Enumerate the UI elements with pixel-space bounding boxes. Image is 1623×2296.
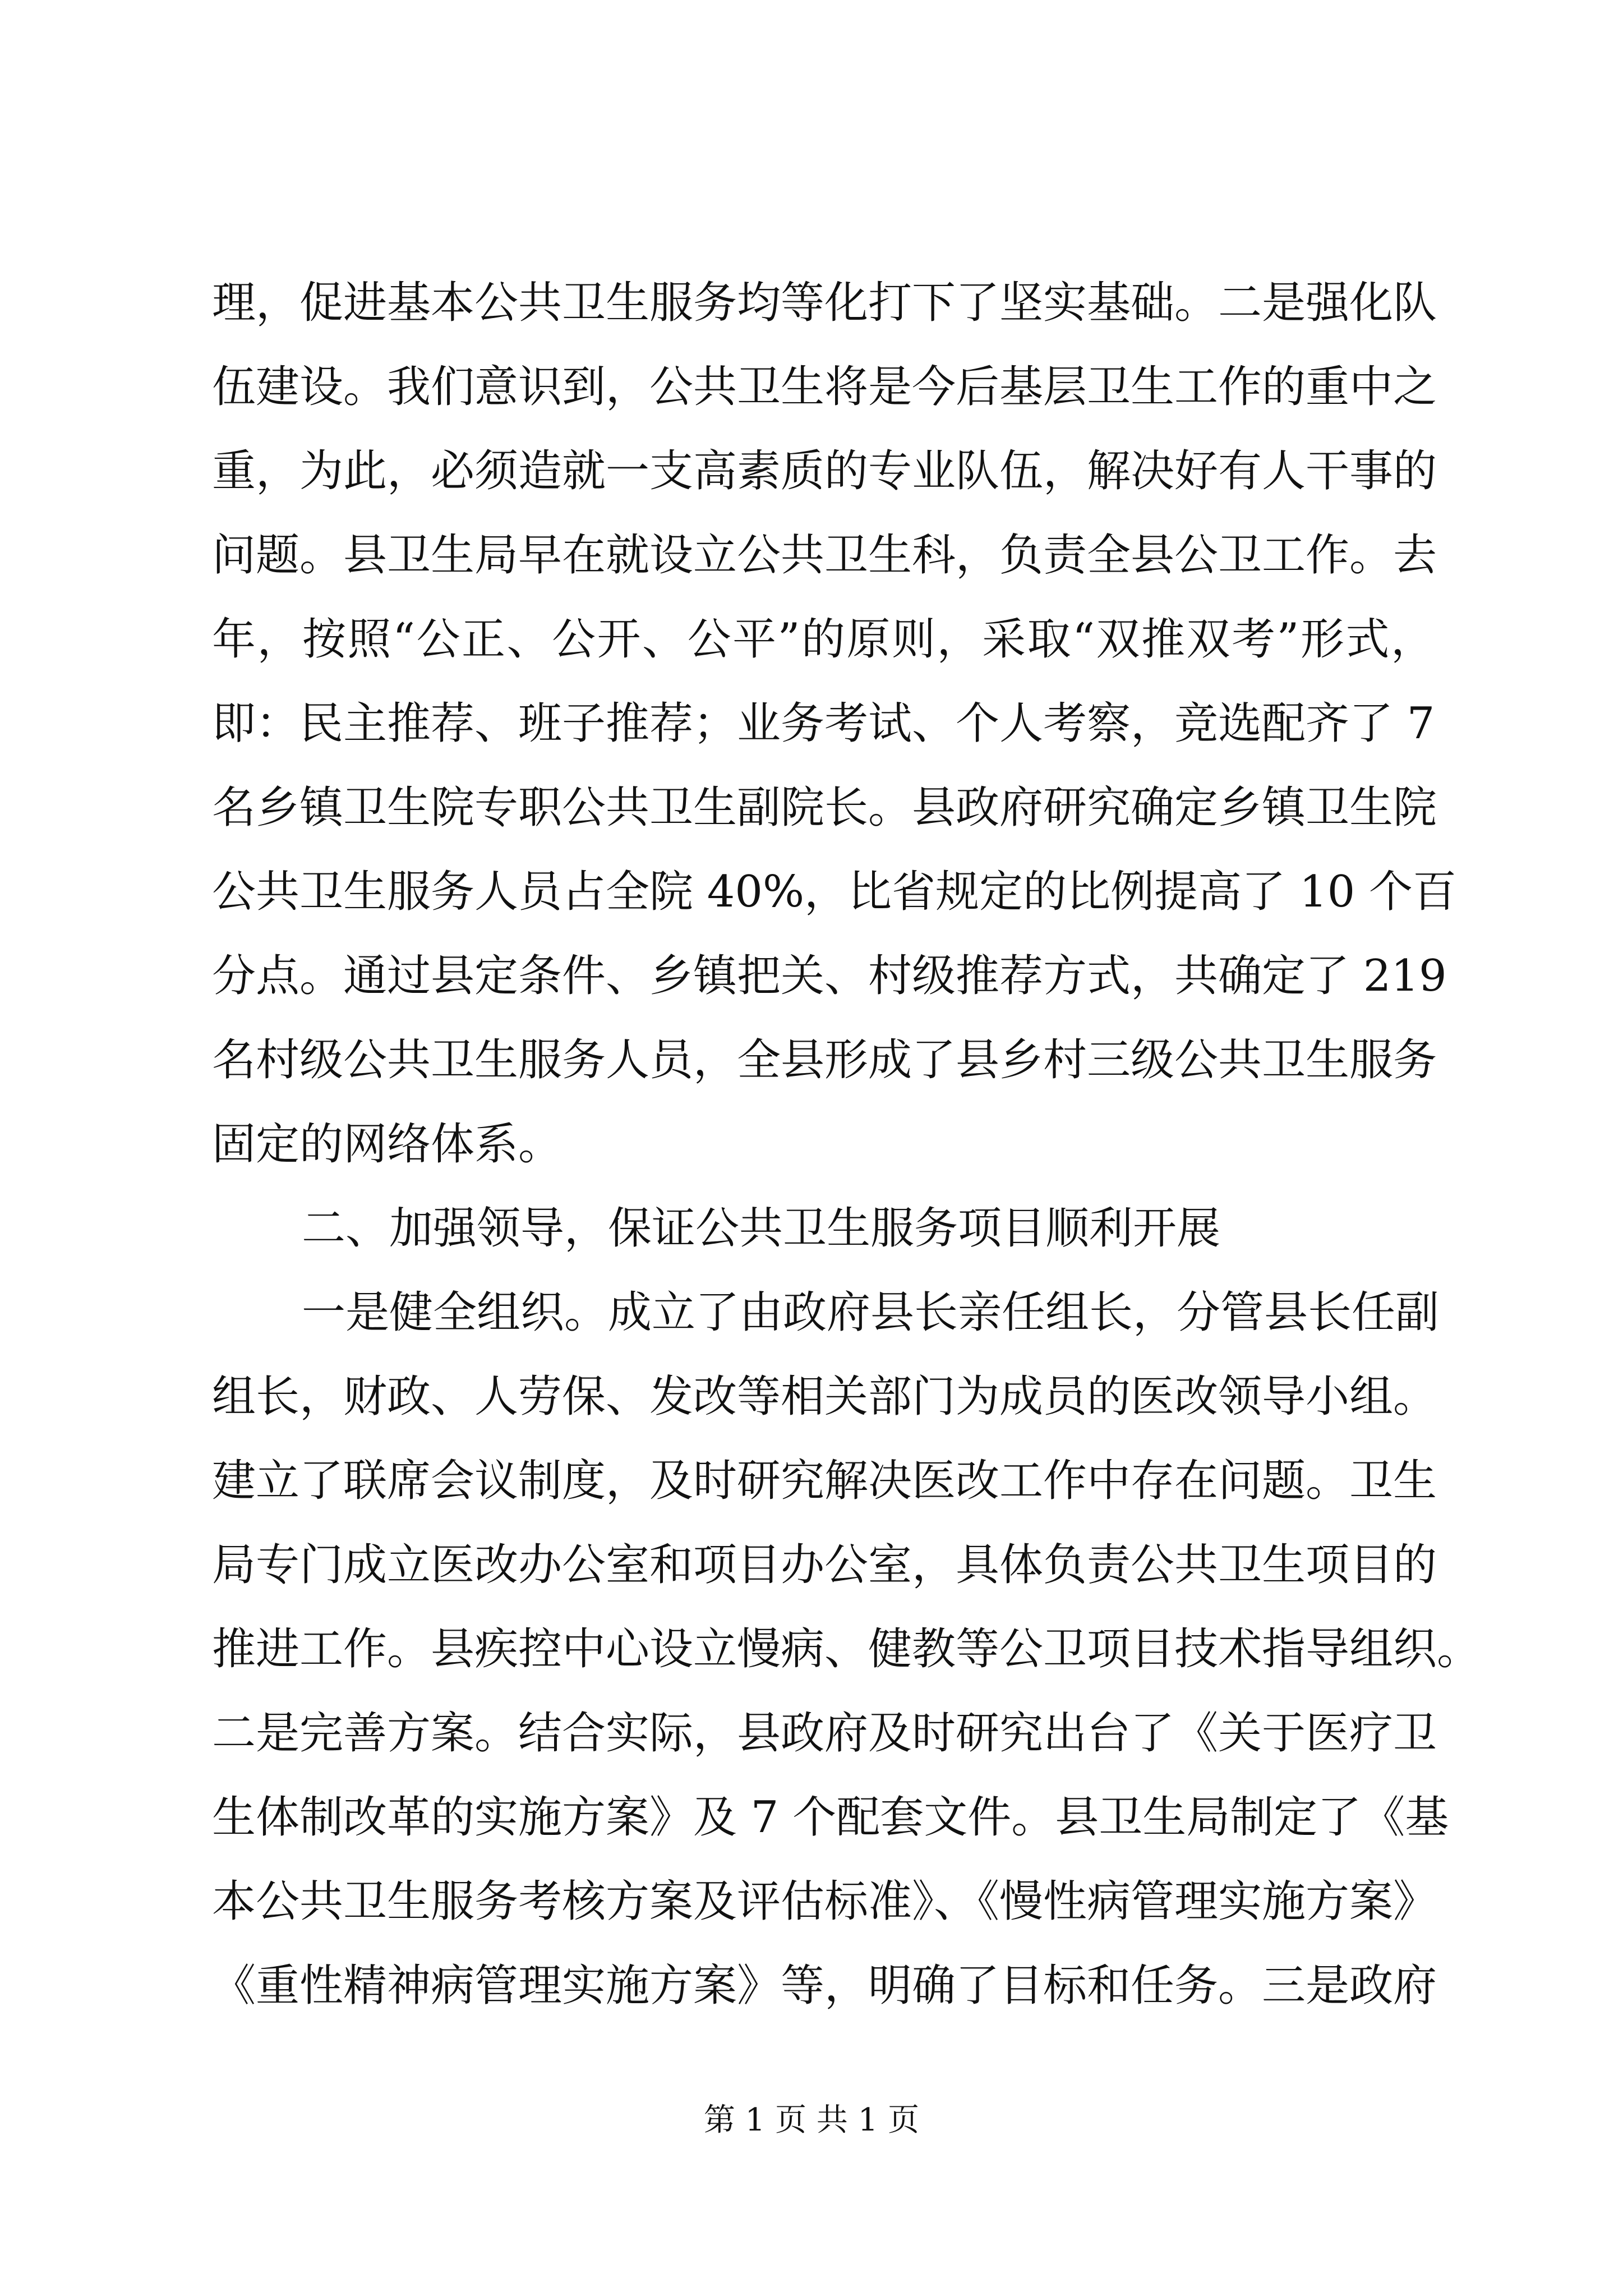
text-line: 即：民主推荐、班子推荐；业务考试、个人考察，竞选配齐了 7 (212, 698, 1435, 749)
document-body (212, 261, 1481, 2028)
page-number-footer: 第 1 页 共 1 页 (703, 2102, 920, 2138)
text-line: 本公共卫生服务考核方案及评估标准》、《慢性病管理实施方案》 (212, 1876, 1437, 1927)
text-line: 公共卫生服务人员占全院 40%，比省规定的比例提高了 10 个百 (212, 867, 1457, 917)
text-line: 固定的网络体系。 (212, 1119, 562, 1170)
text-line: 理，促进基本公共卫生服务均等化打下了坚实基础。二是强化队 (212, 278, 1437, 328)
text-line: 生体制改革的实施方案》及 7 个配套文件。县卫生局制定了《基 (212, 1792, 1449, 1843)
text-line: 建立了联席会议制度，及时研究解决医改工作中存在问题。卫生 (212, 1456, 1437, 1506)
text-line: 组长，财政、人劳保、发改等相关部门为成员的医改领导小组。 (212, 1372, 1437, 1422)
text-line: 重，为此，必须造就一支高素质的专业队伍，解决好有人干事的 (212, 446, 1437, 496)
text-line: 二是完善方案。结合实际，县政府及时研究出台了《关于医疗卫 (212, 1708, 1437, 1759)
text-line: 伍建设。我们意识到，公共卫生将是今后基层卫生工作的重中之 (212, 362, 1437, 412)
text-line: 分点。通过县定条件、乡镇把关、村级推荐方式，共确定了 219 (212, 951, 1447, 1001)
text-line: 问题。县卫生局早在就设立公共卫生科，负责全县公卫工作。去 (212, 530, 1437, 581)
section-heading: 二、加强领导，保证公共卫生服务项目顺利开展 (302, 1203, 1221, 1254)
text-line: 名乡镇卫生院专职公共卫生副院长。县政府研究确定乡镇卫生院 (212, 783, 1437, 833)
text-line: 名村级公共卫生服务人员，全县形成了县乡村三级公共卫生服务 (212, 1035, 1437, 1085)
text-line: 年，按照“公正、公开、公平”的原则，采取“双推双考”形式， (212, 614, 1435, 665)
text-line: 《重性精神病管理实施方案》等，明确了目标和任务。三是政府 (212, 1961, 1437, 2011)
text-line: 一是健全组织。成立了由政府县长亲任组长，分管县长任副 (302, 1287, 1440, 1338)
text-line: 推进工作。县疾控中心设立慢病、健教等公卫项目技术指导组织。 (212, 1624, 1481, 1674)
text-line: 局专门成立医改办公室和项目办公室，具体负责公共卫生项目的 (212, 1540, 1437, 1590)
